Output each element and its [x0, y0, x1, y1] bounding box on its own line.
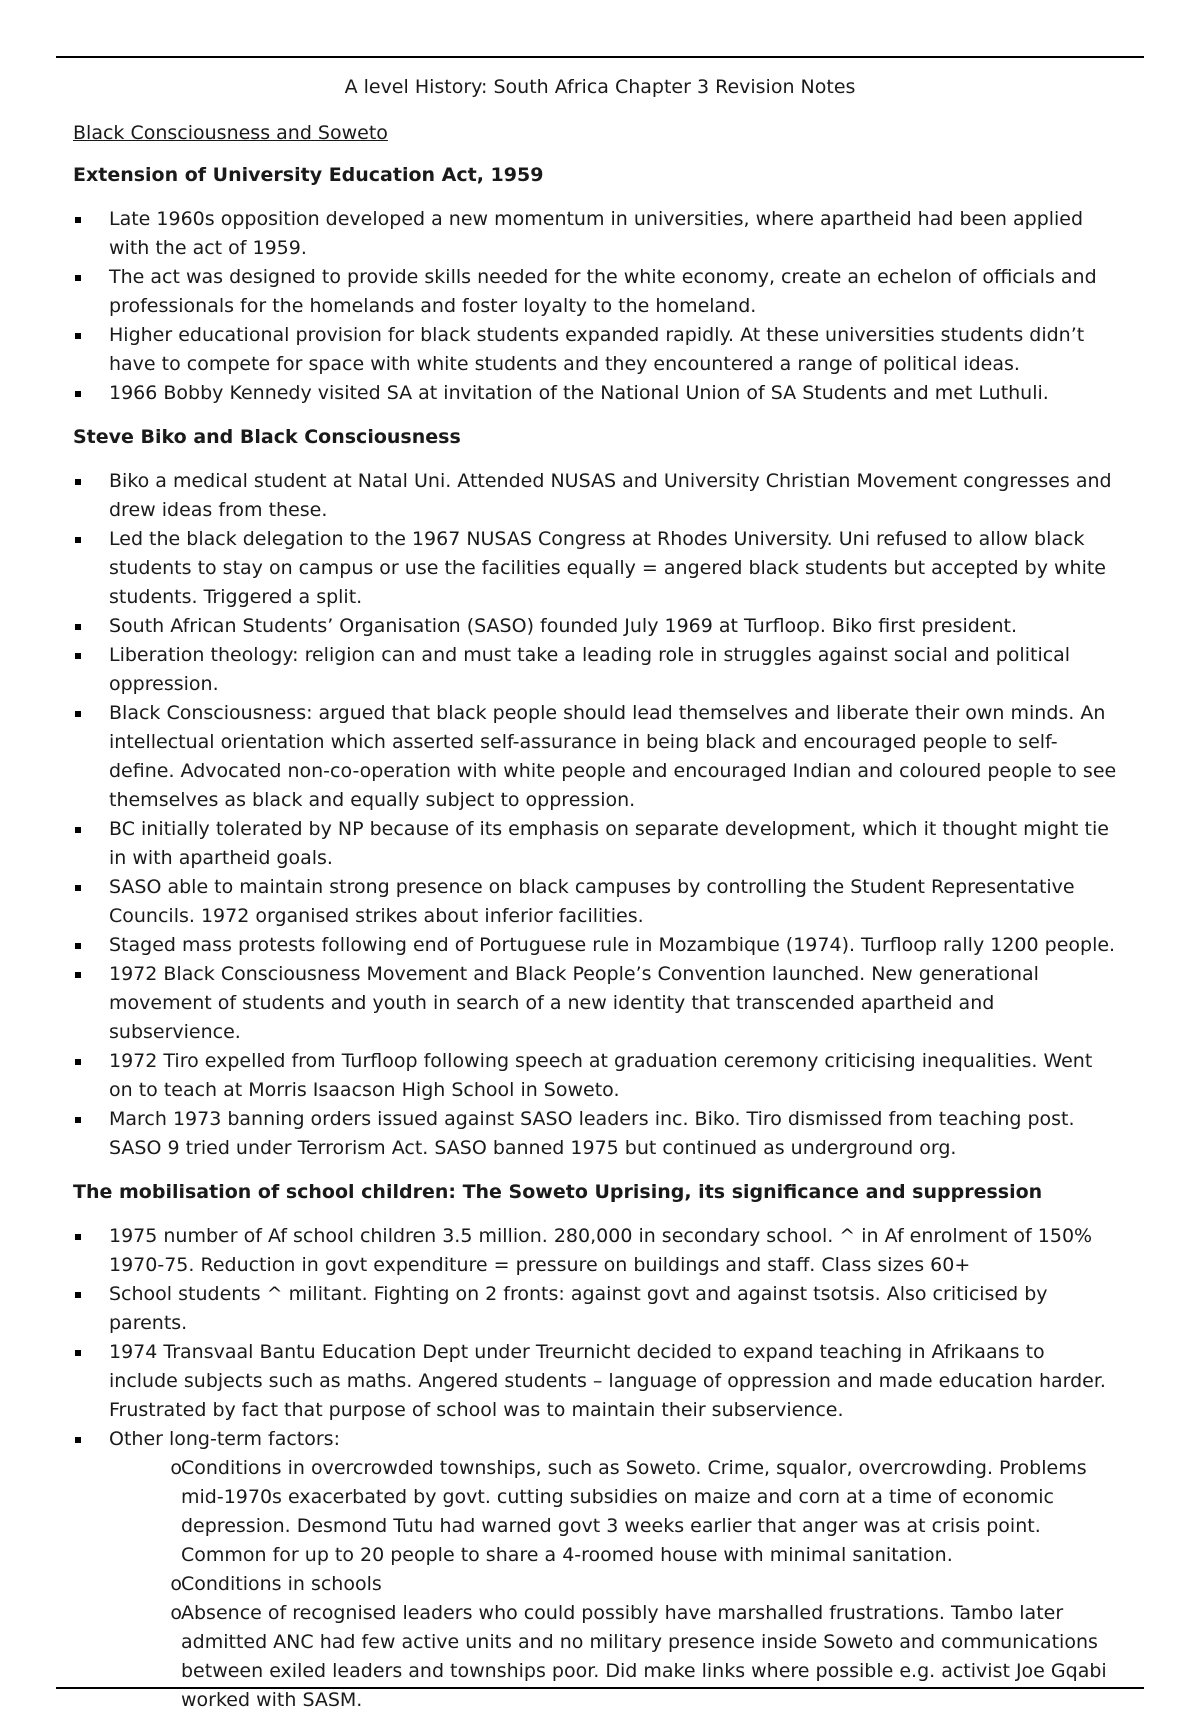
- bullet-item: March 1973 banning orders issued against SASO leaders inc. Biko. Tiro dismissed from teaching post. SASO 9 tried under Terrorism Act. SASO banned 1975 but continued as underground org.: [73, 1105, 1118, 1163]
- bullet-item: 1972 Black Consciousness Movement and Black People’s Convention launched. New generational movement of students and youth in search of a new identity that transcended apartheid and subservience.: [73, 960, 1118, 1047]
- document-title: A level History: South Africa Chapter 3 Revision Notes: [344, 76, 856, 98]
- bullet-item: BC initially tolerated by NP because of its emphasis on separate development, which it thought might tie in with apartheid goals.: [73, 815, 1118, 873]
- sub-bullet-item: o Conditions in schools: [109, 1570, 1118, 1599]
- bullet-item: Led the black delegation to the 1967 NUSAS Congress at Rhodes University. Uni refused to allow black students to stay on campus or use the facilities equally = angered black students but accepted by white students. Triggered a split.: [73, 525, 1118, 612]
- bullet-item: 1972 Tiro expelled from Turfloop following speech at graduation ceremony criticising inequalities. Went on to teach at Morris Isaacson High School in Soweto.: [73, 1047, 1118, 1105]
- footer-rule: [56, 1687, 1144, 1689]
- section-title: Black Consciousness and Soweto: [73, 122, 388, 144]
- bullet-item-text: Other long-term factors:: [109, 1428, 340, 1450]
- bullet-item: [73, 1425, 1118, 1715]
- heading-biko-black-consciousness: Steve Biko and Black Consciousness: [73, 426, 461, 448]
- bullet-item: Liberation theology: religion can and must take a leading role in struggles against social and political oppression.: [73, 641, 1118, 699]
- bullet-item: Staged mass protests following end of Portuguese rule in Mozambique (1974). Turfloop rally 1200 people.: [73, 931, 1118, 960]
- header-rule: [56, 56, 1144, 58]
- bullet-list-soweto: [73, 1222, 1118, 1715]
- bullet-item: SASO able to maintain strong presence on black campuses by controlling the Student Representative Councils. 1972 organised strikes about inferior facilities.: [73, 873, 1118, 931]
- heading-university-education-act: Extension of University Education Act, 1959: [73, 164, 544, 186]
- bullet-item: Biko a medical student at Natal Uni. Attended NUSAS and University Christian Movement congresses and drew ideas from these.: [73, 467, 1118, 525]
- bullet-item: Late 1960s opposition developed a new momentum in universities, where apartheid had been applied with the act of 1959.: [73, 205, 1118, 263]
- bullet-item: 1974 Transvaal Bantu Education Dept under Treurnicht decided to expand teaching in Afrikaans to include subjects such as maths. Angered students – language of oppression and made education harder. Frustrated by fact that purpose of school was to maintain their subservience.: [73, 1338, 1118, 1425]
- document-body: [73, 120, 1118, 1731]
- sub-bullet-item: o Absence of recognised leaders who could possibly have marshalled frustrations. Tambo later admitted ANC had few active units and no military presence inside Soweto and communications between exiled leaders and townships poor. Did make links where possible e.g. activist Joe Gqabi worked with SASM.: [109, 1599, 1118, 1715]
- bullet-list-biko: [73, 467, 1118, 1163]
- bullet-item: Black Consciousness: argued that black people should lead themselves and liberate their own minds. An intellectual orientation which asserted self-assurance in being black and encouraged people to self-define. Advocated non-co-operation with white people and encouraged Indian and coloured people to see themselves as black and equally subject to oppression.: [73, 699, 1118, 815]
- bullet-item: School students ^ militant. Fighting on 2 fronts: against govt and against tsotsis. Also criticised by parents.: [73, 1280, 1118, 1338]
- bullet-item: 1966 Bobby Kennedy visited SA at invitation of the National Union of SA Students and met Luthuli.: [73, 379, 1118, 408]
- bullet-item: 1975 number of Af school children 3.5 million. 280,000 in secondary school. ^ in Af enrolment of 150% 1970-75. Reduction in govt expenditure = pressure on buildings and staff. Class sizes 60+: [73, 1222, 1118, 1280]
- bullet-item: The act was designed to provide skills needed for the white economy, create an echelon of officials and professionals for the homelands and foster loyalty to the homeland.: [73, 263, 1118, 321]
- sub-bullet-item: o Conditions in overcrowded townships, such as Soweto. Crime, squalor, overcrowding. Problems mid-1970s exacerbated by govt. cutting subsidies on maize and corn at a time of economic depression. Desmond Tutu had warned govt 3 weeks earlier that anger was at crisis point. Common for up to 20 people to share a 4-roomed house with minimal sanitation.: [109, 1454, 1118, 1570]
- bullet-list-university-act: [73, 205, 1118, 408]
- sub-bullet-list: [109, 1454, 1118, 1715]
- heading-soweto-uprising: The mobilisation of school children: The Soweto Uprising, its significance and suppression: [73, 1181, 1043, 1203]
- bullet-item: South African Students’ Organisation (SASO) founded July 1969 at Turfloop. Biko first president.: [73, 612, 1118, 641]
- bullet-item: Higher educational provision for black students expanded rapidly. At these universities students didn’t have to compete for space with white students and they encountered a range of political ideas.: [73, 321, 1118, 379]
